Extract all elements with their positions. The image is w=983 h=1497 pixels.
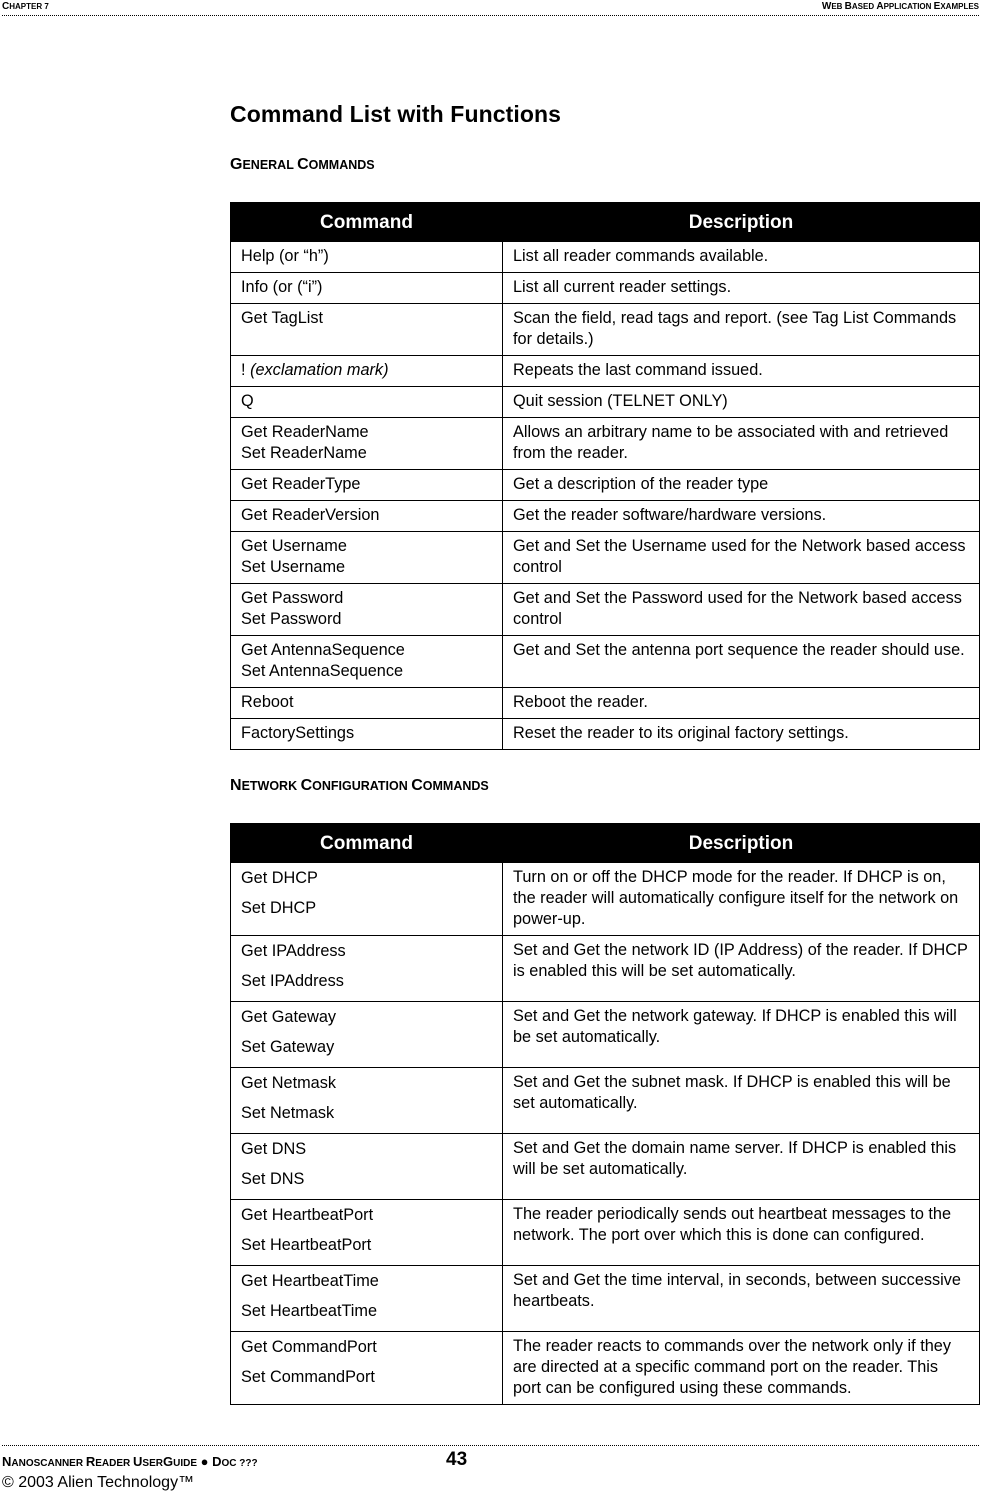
table-row bbox=[231, 501, 980, 532]
command-name: Set Netmask bbox=[241, 1104, 335, 1122]
command-cell bbox=[231, 936, 503, 1002]
description-cell: Turn on or off the DHCP mode for the reader. If DHCP is on, the reader will automatically configure itself for the network on power-up. bbox=[503, 863, 980, 936]
table-row bbox=[231, 273, 980, 304]
network-commands-heading: NETWORK CONFIGURATION COMMANDS bbox=[230, 777, 489, 794]
description-cell: Get and Set the Password used for the Network based access control bbox=[503, 584, 980, 636]
description-cell: Quit session (TELNET ONLY) bbox=[503, 387, 980, 418]
command-cell bbox=[231, 636, 503, 688]
table-row bbox=[231, 636, 980, 688]
command-name: Get CommandPort bbox=[241, 1338, 377, 1356]
command-name: Get AntennaSequence bbox=[241, 641, 405, 659]
command-name: Get Username bbox=[241, 537, 347, 555]
command-cell bbox=[231, 387, 503, 418]
command-cell bbox=[231, 304, 503, 356]
command-cell bbox=[231, 863, 503, 936]
table-row bbox=[231, 304, 980, 356]
command-name: Q bbox=[241, 392, 254, 410]
command-name: Set DHCP bbox=[241, 899, 317, 917]
table-row bbox=[231, 356, 980, 387]
description-cell: Set and Get the time interval, in seconds, between successive heartbeats. bbox=[503, 1266, 980, 1332]
command-name: Get HeartbeatPort bbox=[241, 1206, 374, 1224]
command-name: Get ReaderVersion bbox=[241, 506, 380, 524]
command-cell bbox=[231, 273, 503, 304]
command-name: Help (or “h”) bbox=[241, 247, 329, 265]
table-header-row bbox=[231, 824, 980, 863]
table-row bbox=[231, 584, 980, 636]
command-cell bbox=[231, 1068, 503, 1134]
table-row bbox=[231, 936, 980, 1002]
command-name: Get Gateway bbox=[241, 1008, 337, 1026]
command-cell bbox=[231, 470, 503, 501]
chapter-label: CHAPTER 7 bbox=[2, 1, 49, 12]
table-row bbox=[231, 719, 980, 750]
table-row bbox=[231, 863, 980, 936]
description-cell: The reader periodically sends out heartbeat messages to the network. The port over which this is done can configured. bbox=[503, 1200, 980, 1266]
command-name: Set ReaderName bbox=[241, 444, 367, 462]
column-header-description: Description bbox=[503, 824, 980, 863]
network-commands-table bbox=[230, 823, 980, 1405]
command-name: Set CommandPort bbox=[241, 1368, 375, 1386]
copyright: © 2003 Alien Technology™ bbox=[2, 1474, 195, 1491]
command-cell bbox=[231, 688, 503, 719]
table-row bbox=[231, 470, 980, 501]
command-name: Get ReaderName bbox=[241, 423, 369, 441]
description-cell: List all reader commands available. bbox=[503, 242, 980, 273]
table-row bbox=[231, 688, 980, 719]
description-cell: Set and Get the domain name server. If DHCP is enabled this will be set automatically. bbox=[503, 1134, 980, 1200]
command-cell bbox=[231, 501, 503, 532]
table-row bbox=[231, 1134, 980, 1200]
command-name: FactorySettings bbox=[241, 724, 355, 742]
table-row bbox=[231, 1068, 980, 1134]
command-name: Set DNS bbox=[241, 1170, 305, 1188]
command-cell bbox=[231, 1134, 503, 1200]
description-cell: List all current reader settings. bbox=[503, 273, 980, 304]
table-row bbox=[231, 1332, 980, 1405]
table-row bbox=[231, 1200, 980, 1266]
command-cell bbox=[231, 532, 503, 584]
command-name: Set IPAddress bbox=[241, 972, 344, 990]
table-row bbox=[231, 1266, 980, 1332]
command-cell bbox=[231, 1200, 503, 1266]
command-name: Set Password bbox=[241, 610, 342, 628]
general-commands-heading: GENERAL COMMANDS bbox=[230, 156, 375, 173]
command-name: Set Username bbox=[241, 558, 346, 576]
command-cell bbox=[231, 418, 503, 470]
command-name: Set HeartbeatTime bbox=[241, 1302, 378, 1320]
command-name: Get Password bbox=[241, 589, 344, 607]
page-footer bbox=[2, 1445, 979, 1491]
page-title: Command List with Functions bbox=[230, 101, 562, 127]
command-cell bbox=[231, 584, 503, 636]
description-cell: Allows an arbitrary name to be associated with and retrieved from the reader. bbox=[503, 418, 980, 470]
table-row bbox=[231, 418, 980, 470]
column-header-description: Description bbox=[503, 203, 980, 242]
command-name: Set Gateway bbox=[241, 1038, 335, 1056]
command-name: Set HeartbeatPort bbox=[241, 1236, 372, 1254]
table-header-row bbox=[231, 203, 980, 242]
description-cell: The reader reacts to commands over the network only if they are directed at a specific command port on the reader. This port can be configured using these commands. bbox=[503, 1332, 980, 1405]
description-cell: Reset the reader to its original factory settings. bbox=[503, 719, 980, 750]
description-cell: Get and Set the antenna port sequence the reader should use. bbox=[503, 636, 980, 688]
table-row bbox=[231, 242, 980, 273]
table-row bbox=[231, 532, 980, 584]
command-cell bbox=[231, 356, 503, 387]
description-cell: Set and Get the network gateway. If DHCP is enabled this will be set automatically. bbox=[503, 1002, 980, 1068]
general-commands-table bbox=[230, 202, 980, 750]
command-cell bbox=[231, 1266, 503, 1332]
description-cell: Set and Get the network ID (IP Address) of the reader. If DHCP is enabled this will be set automatically. bbox=[503, 936, 980, 1002]
column-header-command: Command bbox=[231, 203, 503, 242]
table-row bbox=[231, 1002, 980, 1068]
command-name: Get DNS bbox=[241, 1140, 307, 1158]
description-cell: Scan the field, read tags and report. (see Tag List Commands for details.) bbox=[503, 304, 980, 356]
command-cell bbox=[231, 242, 503, 273]
page-number: 43 bbox=[446, 1449, 468, 1470]
page-header bbox=[2, 0, 979, 16]
command-name: Get Netmask bbox=[241, 1074, 337, 1092]
description-cell: Get a description of the reader type bbox=[503, 470, 980, 501]
document-title: NANOSCANNER READER USERGUIDE ● DOC ??? bbox=[2, 1454, 258, 1469]
section-label: WEB BASED APPLICATION EXAMPLES bbox=[821, 1, 979, 12]
description-cell: Get the reader software/hardware versions. bbox=[503, 501, 980, 532]
command-name: Set AntennaSequence bbox=[241, 662, 404, 680]
table-row bbox=[231, 387, 980, 418]
command-name: ! (exclamation mark) bbox=[241, 361, 389, 379]
description-cell: Get and Set the Username used for the Network based access control bbox=[503, 532, 980, 584]
command-cell bbox=[231, 1332, 503, 1405]
command-name: Get ReaderType bbox=[241, 475, 361, 493]
command-name: Get HeartbeatTime bbox=[241, 1272, 379, 1290]
command-name: Reboot bbox=[241, 693, 294, 711]
description-cell: Reboot the reader. bbox=[503, 688, 980, 719]
description-cell: Set and Get the subnet mask. If DHCP is enabled this will be set automatically. bbox=[503, 1068, 980, 1134]
column-header-command: Command bbox=[231, 824, 503, 863]
command-cell bbox=[231, 1002, 503, 1068]
command-name: Get TagList bbox=[241, 309, 324, 327]
command-cell bbox=[231, 719, 503, 750]
command-name: Info (or (“i”) bbox=[241, 278, 323, 296]
command-name: Get IPAddress bbox=[241, 942, 346, 960]
description-cell: Repeats the last command issued. bbox=[503, 356, 980, 387]
command-name: Get DHCP bbox=[241, 869, 318, 887]
